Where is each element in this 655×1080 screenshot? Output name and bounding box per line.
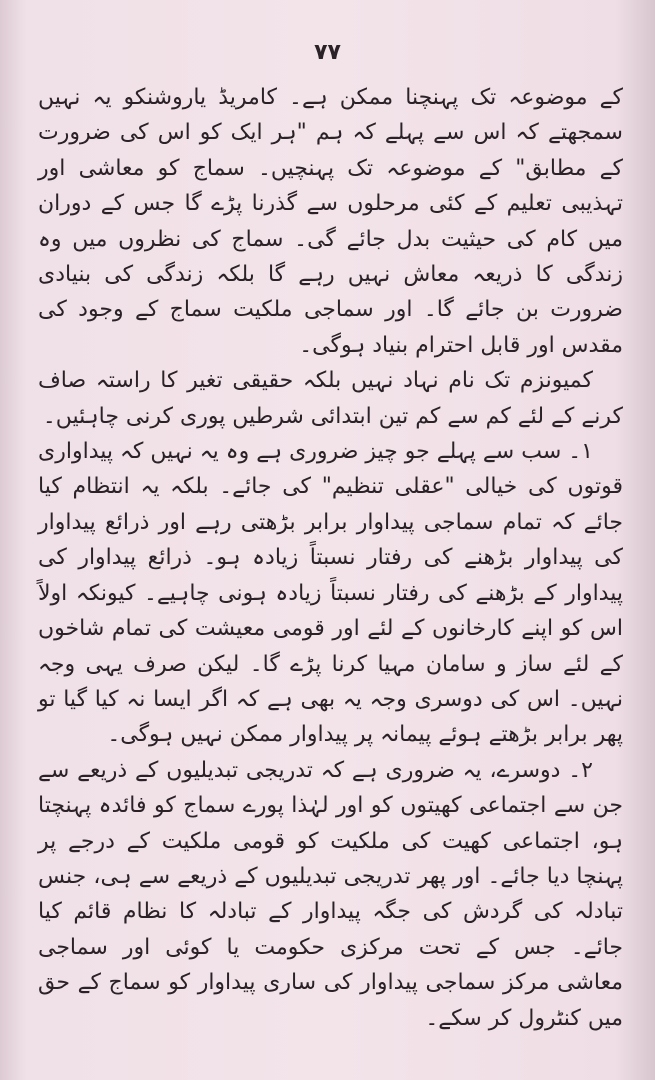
paragraph-1: کے موضوعہ تک پہنچنا ممکن ہے۔ کامریڈ یاروشنکو یہ نہیں سمجھتے کہ اس سے پہلے کہ ہم "ہر ایک کو اس کی ضرورت کے مطابق" کے موضوعہ تک پہنچیں۔ سماج کو معاشی اور تہذیبی تعلیم کے کئی مرحلوں سے گذرنا پڑے گا جس کے دوران میں کام کی حیثیت بدل جائے گی۔ سماج کی نظروں میں وہ زندگی کا ذریعہ معاش نہیں رہے گا بلکہ زندگی کی بنیادی ضرورت بن جائے گا۔ اور سماجی ملکیت سماج کے وجود کی مقدس اور قابل احترام بنیاد ہوگی۔ xyxy=(38,85,623,358)
page-number: ۷۷ xyxy=(314,40,341,65)
paragraph-4: ۲۔ دوسرے، یہ ضروری ہے کہ تدریجی تبدیلیوں کے ذریعے سے جن سے اجتماعی کھیتوں کو اور لہٰذا پورے سماج کو فائدہ پہنچتا ہو، اجتماعی کھیت کی ملکیت کو قومی ملکیت کے درجے پر پہنچا دیا جائے۔ اور پھر تدریجی تبدیلیوں کے ذریعے سے ہی، جنس تبادلہ کی گردش کی جگہ پیداوار کے تبادلہ کا نظام قائم کیا جائے۔ جس کے تحت مرکزی حکومت یا کوئی اور سماجی معاشی مرکز سماجی پیداوار کی ساری پیداوار کو سماج کے حق میں کنٹرول کر سکے۔ xyxy=(38,757,623,1031)
paragraph-2: کمیونزم تک نام نہاد نہیں بلکہ حقیقی تغیر کا راستہ صاف کرنے کے لئے کم سے کم تین ابتدائی شرطیں پوری کرنی چاہئیں۔ xyxy=(38,368,623,429)
paragraph-3: ۱۔ سب سے پہلے جو چیز ضروری ہے وہ یہ نہیں کہ پیداواری قوتوں کی خیالی "عقلی تنظیم" کی جائے۔ بلکہ یہ انتظام کیا جائے کہ تمام سماجی پیداوار برابر بڑھتی رہے اور ذرائع پیداوار کی پیداوار بڑھنے کی رفتار نسبتاً زیادہ ہو۔ ذرائع پیداوار کی پیداوار کے بڑھنے کی رفتار نسبتاً زیادہ ہونی چاہیے۔ کیونکہ اولاً اس کو اپنے کارخانوں کے لئے اور قومی معیشت کی تمام شاخوں کے لئے ساز و سامان مہیا کرنا پڑے گا۔ لیکن صرف یہی وجہ نہیں۔ اس کی دوسری وجہ یہ بھی ہے کہ اگر ایسا نہ کیا گیا تو پھر برابر بڑھتے ہوئے پیمانہ پر پیداوار ممکن نہیں ہوگی۔ xyxy=(38,439,623,748)
body-text xyxy=(38,80,623,1036)
